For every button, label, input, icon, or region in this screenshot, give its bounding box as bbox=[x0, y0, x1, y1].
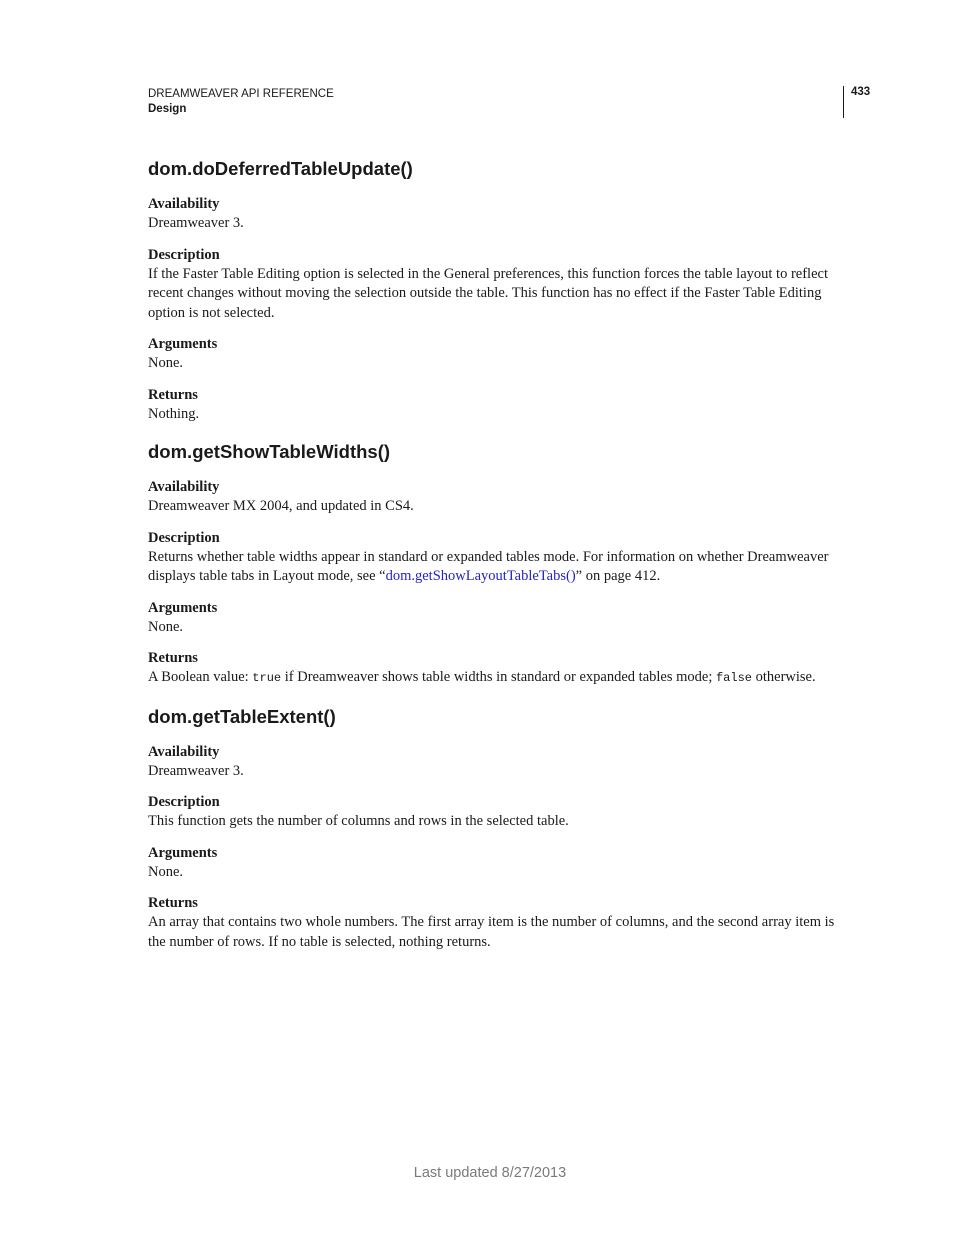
header-divider bbox=[843, 86, 844, 118]
availability-label: Availability bbox=[148, 479, 220, 495]
availability-block bbox=[148, 742, 840, 782]
returns-text: An array that contains two whole numbers. The first array item is the number of columns, and the second array item is the number of rows. If no table is selected, nothing returns. bbox=[148, 914, 835, 950]
arguments-text: None. bbox=[148, 618, 184, 635]
page-number: 433 bbox=[851, 86, 871, 98]
availability-text: Dreamweaver MX 2004, and updated in CS4. bbox=[148, 498, 414, 514]
returns-text bbox=[148, 668, 840, 689]
page-content bbox=[148, 156, 840, 967]
function-entry bbox=[148, 156, 840, 424]
description-text-start: Returns whether table widths appear in standard or expanded tables mode. For information on whether Dreamweaver displays table tabs in Layout mode, see “ bbox=[148, 548, 829, 584]
arguments-text: None. bbox=[148, 863, 184, 880]
returns-label: Returns bbox=[148, 386, 198, 403]
function-entry bbox=[148, 704, 840, 953]
document-title: DREAMWEAVER API REFERENCE bbox=[148, 88, 334, 100]
arguments-block bbox=[148, 334, 840, 374]
returns-text-start: A Boolean value: bbox=[148, 669, 253, 685]
description-text: This function gets the number of columns and rows in the selected table. bbox=[148, 813, 569, 829]
function-title: dom.doDeferredTableUpdate() bbox=[148, 158, 413, 179]
availability-label: Availability bbox=[148, 196, 220, 212]
availability-block bbox=[148, 477, 840, 517]
returns-text-middle: if Dreamweaver shows table widths in standard or expanded tables mode; bbox=[281, 669, 716, 685]
running-header bbox=[148, 87, 334, 117]
availability-text: Dreamweaver 3. bbox=[148, 762, 244, 779]
code-true: true bbox=[252, 671, 282, 685]
description-text: If the Faster Table Editing option is selected in the General preferences, this function forces the table layout to reflect recent changes without moving the selection outside the table. This function has no effect if the Faster Table Editing option is not selected. bbox=[148, 265, 828, 321]
arguments-block bbox=[148, 598, 840, 638]
description-text bbox=[148, 548, 840, 587]
cross-reference-link[interactable]: dom.getShowLayoutTableTabs() bbox=[385, 568, 576, 584]
availability-text: Dreamweaver 3. bbox=[148, 215, 244, 231]
description-text-end: ” on page 412. bbox=[575, 568, 661, 584]
returns-block bbox=[148, 893, 840, 952]
returns-label: Returns bbox=[148, 650, 198, 666]
code-false: false bbox=[715, 671, 752, 685]
returns-block bbox=[148, 385, 840, 425]
section-name: Design bbox=[148, 103, 187, 115]
returns-label: Returns bbox=[148, 895, 198, 911]
returns-text-end: otherwise. bbox=[752, 669, 816, 685]
function-title: dom.getTableExtent() bbox=[148, 705, 336, 727]
function-entry bbox=[148, 439, 840, 689]
arguments-text: None. bbox=[148, 355, 184, 371]
function-title: dom.getShowTableWidths() bbox=[148, 441, 391, 462]
description-label: Description bbox=[148, 794, 220, 810]
description-block bbox=[148, 528, 840, 587]
description-block bbox=[148, 245, 840, 324]
arguments-label: Arguments bbox=[148, 599, 218, 616]
arguments-label: Arguments bbox=[148, 336, 218, 352]
arguments-block bbox=[148, 843, 840, 883]
arguments-label: Arguments bbox=[148, 844, 218, 861]
availability-label: Availability bbox=[148, 743, 220, 760]
availability-block bbox=[148, 194, 840, 234]
description-label: Description bbox=[148, 529, 220, 546]
description-block bbox=[148, 792, 840, 832]
last-updated-footer: Last updated 8/27/2013 bbox=[413, 1165, 567, 1181]
returns-text: Nothing. bbox=[148, 405, 200, 422]
description-label: Description bbox=[148, 246, 220, 263]
returns-block bbox=[148, 648, 840, 689]
